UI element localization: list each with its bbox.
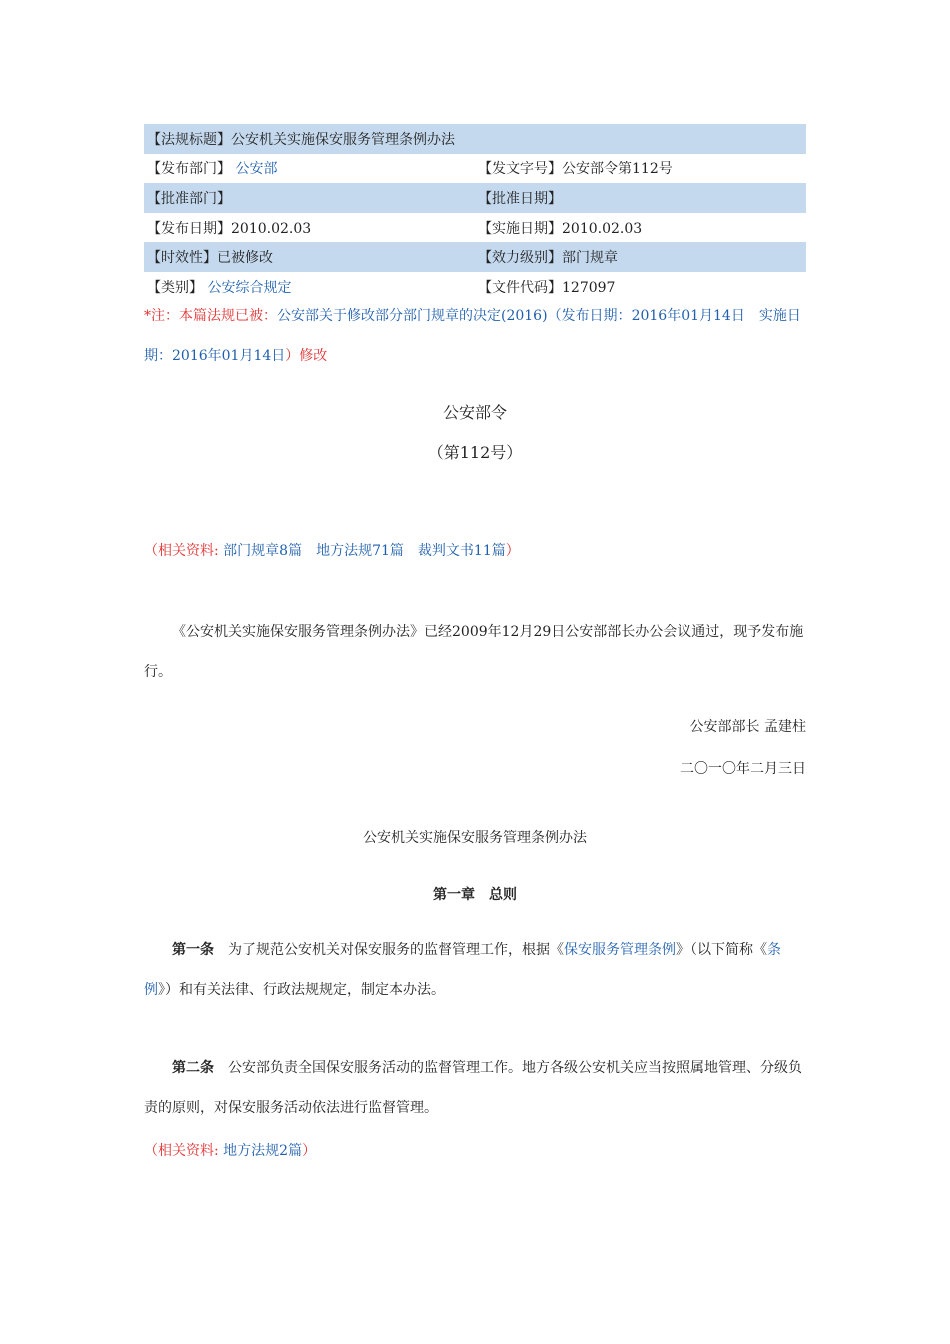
meta-approve-dept: 【批准部门】: [144, 183, 475, 213]
meta-impl-date: 【实施日期】2010.02.03: [478, 220, 643, 237]
article-1: 第一条 为了规范公安机关对保安服务的监督管理工作，根据《保安服务管理条例》（以下简称《条例》）和有关法律、行政法规规定，制定本办法。: [144, 942, 781, 998]
related-link-local[interactable]: 地方法规71篇: [316, 543, 404, 559]
meta-dept: 【发布部门】 公安部: [147, 161, 278, 178]
related-materials: （相关资料: 部门规章8篇 地方法规71篇 裁判文书11篇）: [144, 543, 520, 559]
meta-category: 【类别】 公安综合规定: [147, 279, 292, 296]
meta-code: 【文件代码】127097: [478, 279, 616, 296]
article-2: 第二条 公安部负责全国保安服务活动的监督管理工作。地方各级公安机关应当按照属地管理、分级负责的原则，对保安服务活动依法进行监督管理。: [144, 1060, 802, 1116]
related-link-local-2[interactable]: 地方法规2篇: [223, 1143, 303, 1159]
category-link[interactable]: 公安综合规定: [207, 279, 292, 296]
sign-date: 二〇一〇年二月三日: [680, 761, 806, 777]
order-title: 公安部令: [442, 403, 507, 422]
meta-docno: 【发文字号】公安部令第112号: [478, 161, 673, 178]
amendment-link[interactable]: 公安部关于修改部分部门规章的决定(2016): [277, 307, 548, 324]
document-title: 公安机关实施保安服务管理条例办法: [363, 830, 587, 846]
meta-validity: 【时效性】已被修改: [144, 242, 475, 272]
meta-approve-date: 【批准日期】: [475, 183, 806, 213]
regulation-link[interactable]: 保安服务管理条例: [564, 942, 676, 958]
intro-paragraph: 《公安机关实施保安服务管理条例办法》已经2009年12月29日公安部部长办公会议通过，现予发布施行。: [144, 624, 804, 680]
amendment-note: *注：本篇法规已被：公安部关于修改部分部门规章的决定(2016)（发布日期：2016年01月14日 实施日期：2016年01月14日）修改: [144, 307, 801, 364]
regulation-short-link[interactable]: 条例: [144, 942, 781, 998]
related-materials-2: （相关资料: 地方法规2篇）: [144, 1143, 317, 1159]
meta-pub-date: 【发布日期】2010.02.03: [147, 220, 312, 237]
document-page: [144, 124, 806, 1159]
metadata-table: [144, 124, 806, 302]
related-link-rules[interactable]: 部门规章8篇: [223, 543, 303, 559]
dept-link[interactable]: 公安部: [235, 161, 278, 178]
related-link-cases[interactable]: 裁判文书11篇: [417, 543, 506, 559]
signer: 公安部部长 孟建柱: [689, 719, 806, 735]
meta-title: 【法规标题】公安机关实施保安服务管理条例办法: [144, 124, 806, 154]
chapter-title: 第一章 总则: [433, 887, 517, 903]
order-number: （第112号）: [427, 443, 523, 462]
meta-level: 【效力级别】部门规章: [475, 242, 806, 272]
